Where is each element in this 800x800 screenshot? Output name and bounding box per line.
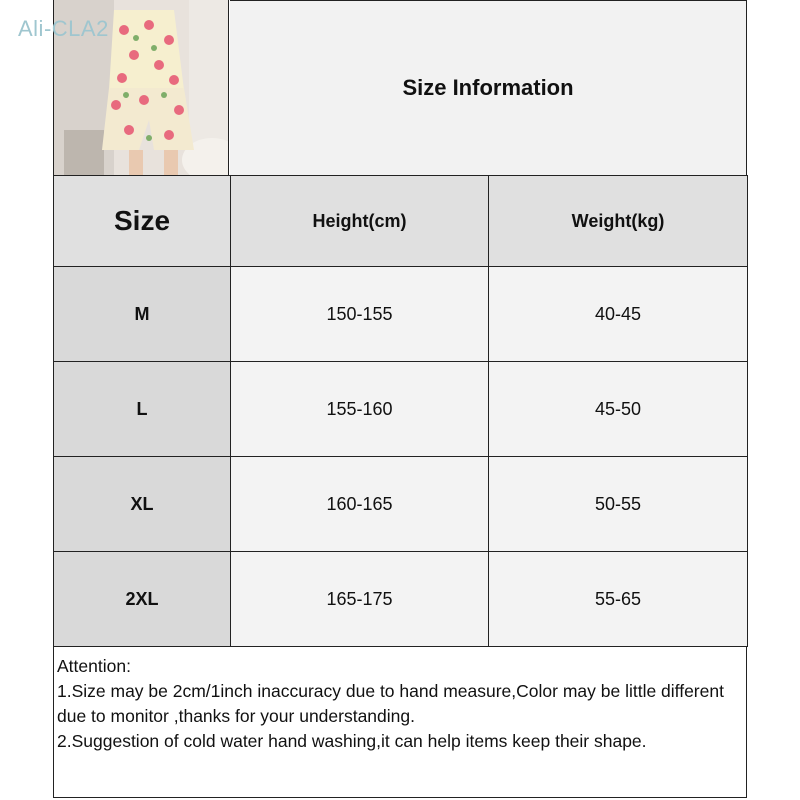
weight-cell: 45-50 [489,362,748,457]
size-table [53,175,748,647]
table-row [54,362,748,457]
size-cell: L [54,362,231,457]
size-cell: M [54,267,231,362]
column-header-size: Size [54,176,231,267]
column-header-height: Height(cm) [231,176,489,267]
size-information-header [230,0,746,175]
height-cell: 160-165 [231,457,489,552]
height-cell: 155-160 [231,362,489,457]
height-cell: 165-175 [231,552,489,647]
notes-line-1: 1.Size may be 2cm/1inch inaccuracy due to hand measure,Color may be little different due to monitor ,thanks for your understanding. [57,681,724,726]
table-row [54,552,748,647]
size-cell: 2XL [54,552,231,647]
column-header-weight: Weight(kg) [489,176,748,267]
weight-cell: 55-65 [489,552,748,647]
table-row [54,267,748,362]
weight-cell: 40-45 [489,267,748,362]
table-row [54,457,748,552]
weight-cell: 50-55 [489,457,748,552]
notes-heading: Attention: [57,656,131,676]
attention-notes [57,654,741,754]
height-cell: 150-155 [231,267,489,362]
page-title: Size Information [402,75,574,100]
size-cell: XL [54,457,231,552]
watermark: Ali-CLA2 [18,16,109,41]
table-header-row [54,176,748,267]
notes-line-2: 2.Suggestion of cold water hand washing,it can help items keep their shape. [57,731,647,751]
